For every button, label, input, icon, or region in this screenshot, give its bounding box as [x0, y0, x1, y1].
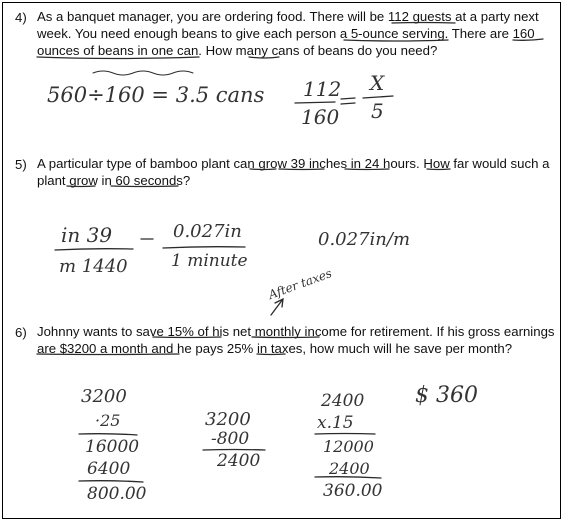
underline-24-hours [345, 169, 389, 170]
question-4-line-2: week. You need enough beans to give each person a 5-ounce serving. There are 160 [37, 26, 535, 41]
underline-cans [249, 57, 279, 58]
question-4-number: 4) [15, 10, 27, 25]
q6-col3-row-1: 2400 [321, 391, 365, 411]
underline-grow-2 [67, 186, 95, 187]
q4-fraction-right-bar [363, 96, 393, 98]
q5-answer: 0.027in/m [318, 229, 411, 250]
q5-fraction-1-bar [55, 249, 133, 250]
underline-5-ounce-serving [344, 40, 448, 41]
q6-col1-line-2 [79, 481, 143, 482]
q6-col2-row-2: -800 [211, 429, 250, 449]
q4-fraction-right-numerator: X [370, 71, 385, 95]
q6-col3-row-2: x.15 [317, 413, 354, 433]
squiggle-under-q4 [93, 71, 193, 75]
q6-margin-note: After taxes [266, 266, 334, 302]
q6-col1-line-1 [79, 434, 137, 435]
question-5-number: 5) [15, 157, 27, 172]
q5-fraction-1-denominator: m 1440 [59, 256, 128, 277]
underline-ounces-in-one-can [37, 57, 199, 59]
underline-112-guests [392, 23, 455, 24]
q6-col1-row-2: ·25 [95, 411, 121, 430]
q4-fraction-left-denominator: 160 [301, 105, 340, 129]
underline-25-percent [257, 354, 285, 355]
q6-col2-line [203, 450, 265, 451]
q6-col3-row-5: 360.00 [323, 481, 383, 501]
underline-39-inches [279, 169, 324, 170]
handwriting-strokes [3, 3, 560, 518]
q4-fraction-right-denominator: 5 [371, 99, 384, 123]
question-6-line-2: are $3200 a month and he pays 25% in taxes, how much will he save per month? [37, 341, 513, 356]
q6-col3-line-1 [315, 434, 375, 435]
q5-fraction-1-numerator: in 39 [61, 223, 113, 247]
q6-col2-row-3: 2400 [217, 451, 261, 471]
q4-fraction-left-numerator: 112 [303, 77, 342, 101]
q4-equals [341, 98, 355, 104]
question-6-number: 6) [15, 325, 27, 340]
underline-grow [250, 169, 276, 170]
underline-save-15-percent [153, 337, 221, 338]
q6-col1-row-3: 16000 [85, 437, 140, 457]
underline-net-monthly [252, 337, 319, 338]
q6-note-arrow [271, 299, 283, 315]
underline-160 [513, 39, 543, 40]
question-5-line-1: A particular type of bamboo plant can grow 39 inches in 24 hours. How far would such a [37, 156, 550, 171]
underline-60-seconds [111, 186, 178, 187]
question-4-line-1: As a banquet manager, you are ordering food. There will be 112 guests at a party next [37, 9, 539, 24]
q4-fraction-left-bar [295, 102, 335, 103]
worksheet-page [2, 2, 561, 519]
q6-col1-row-1: 3200 [81, 386, 127, 407]
q5-fraction-2-bar [163, 247, 245, 248]
q6-answer: $ 360 [415, 383, 478, 408]
question-5-line-2: plant grow in 60 seconds? [37, 173, 191, 188]
question-4-line-3: ounces of beans in one can. How many cans of beans do you need? [37, 43, 438, 58]
underline-far [427, 169, 450, 170]
q6-col3-row-3: 12000 [323, 437, 374, 456]
q6-col1-row-4: 6400 [87, 459, 131, 479]
q6-col2-row-1: 3200 [205, 409, 251, 430]
q5-fraction-2-numerator: 0.027in [173, 221, 242, 242]
q6-col3-row-4: 2400 [329, 459, 370, 478]
q6-col1-row-5: 800.00 [87, 484, 147, 504]
underline-3200-a-month [37, 354, 179, 355]
question-6-line-1: Johnny wants to save 15% of his net monthly income for retirement. If his gross earnings [37, 324, 555, 339]
q5-fraction-2-denominator: 1 minute [171, 251, 248, 271]
q6-col3-line-2 [315, 477, 381, 478]
q4-division-work: 560÷160 = 3.5 cans [47, 83, 265, 107]
